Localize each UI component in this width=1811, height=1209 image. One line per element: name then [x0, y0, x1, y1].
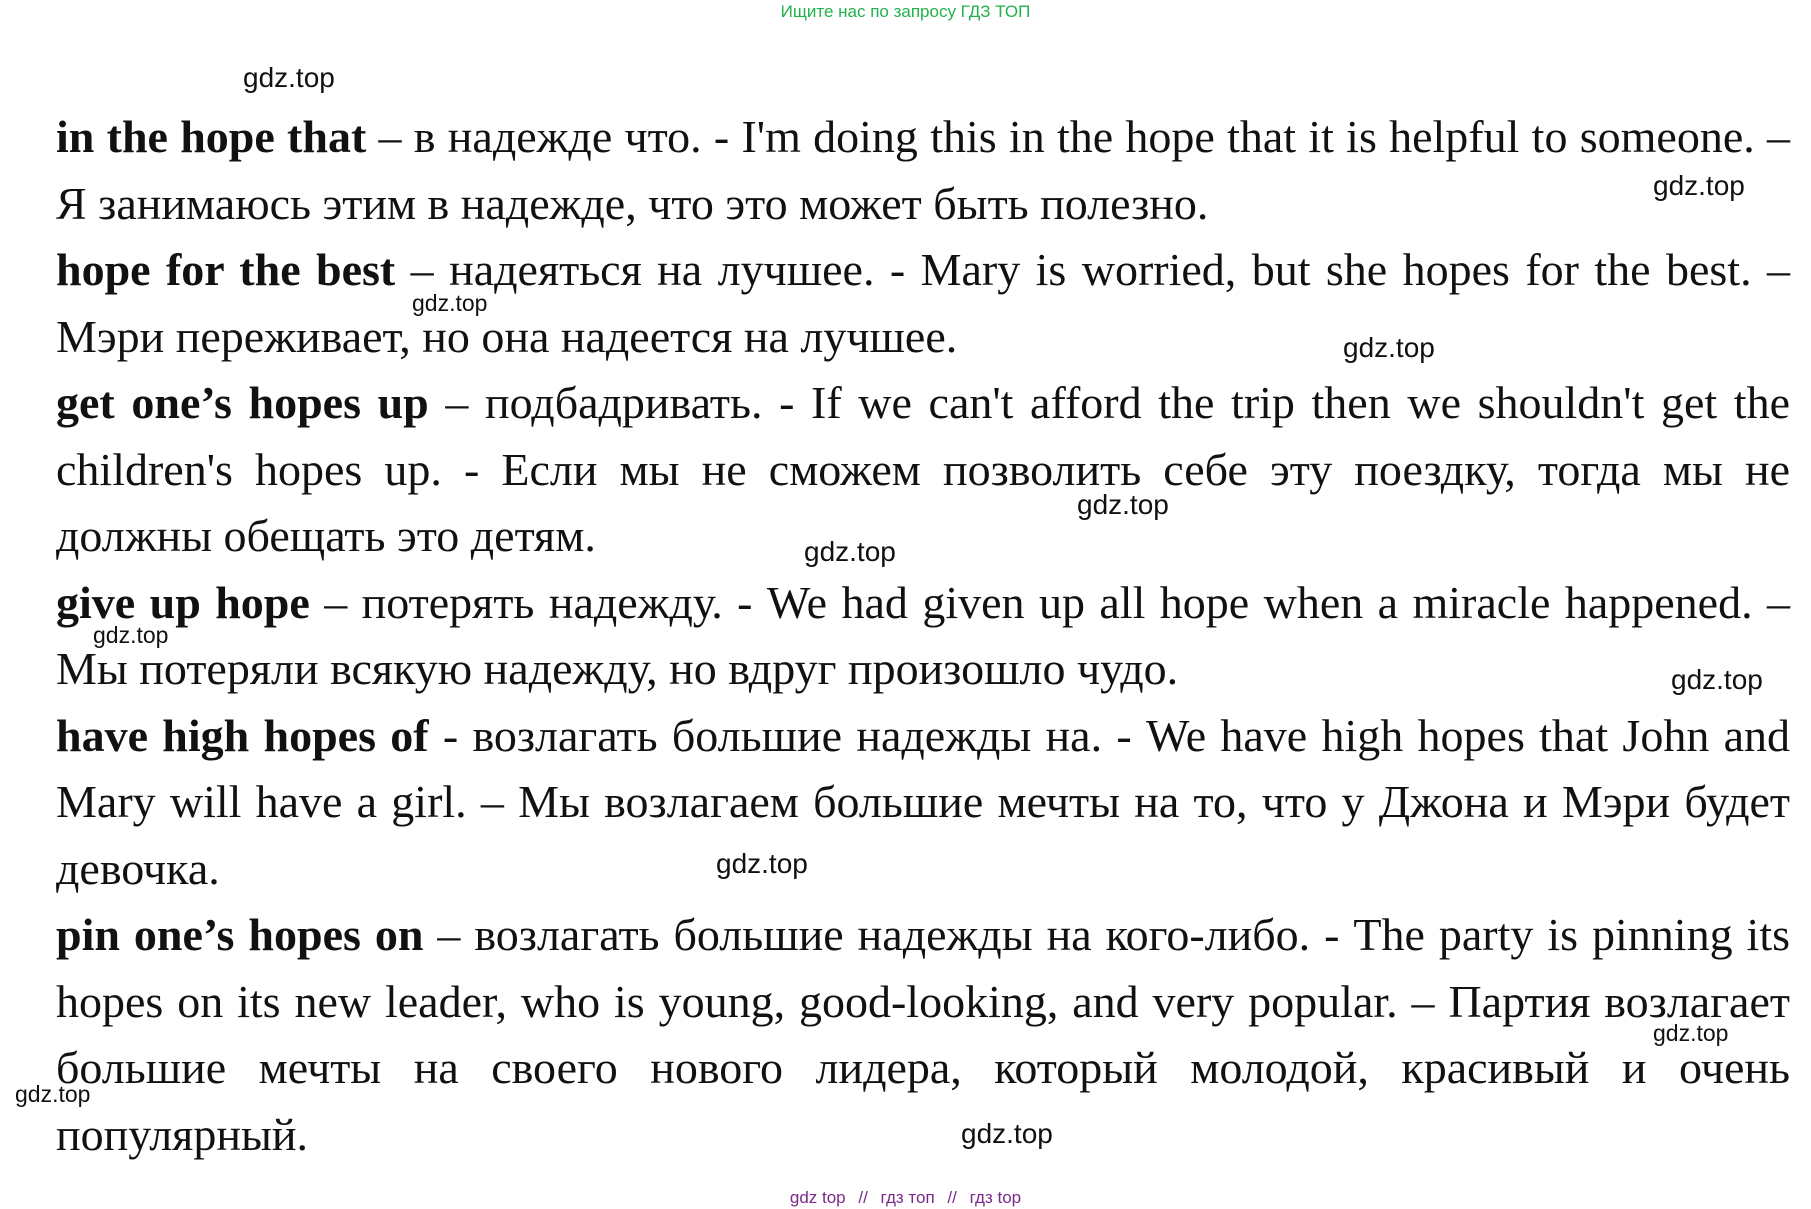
entry-term: give up hope — [56, 576, 310, 628]
watermark: gdz.top — [1653, 170, 1745, 201]
watermark: gdz.top — [15, 1081, 91, 1107]
banner-text: Ищите нас по запросу ГДЗ ТОП — [780, 2, 1031, 21]
footer-link-gdz-top-ru[interactable]: гдз топ — [880, 1188, 935, 1207]
watermark: gdz.top — [1343, 332, 1435, 363]
watermark: gdz.top — [1077, 489, 1169, 520]
footer-link-gdz-top-mixed[interactable]: гдз top — [969, 1188, 1022, 1207]
watermark: gdz.top — [1653, 1020, 1729, 1046]
watermark: gdz.top — [1500, 1170, 1504, 1171]
watermark: gdz.top — [804, 536, 896, 567]
entry-have-high-hopes-of — [56, 703, 1790, 903]
entry-text: – потерять надежду. - We had given up all hope when a miracle happened. – Мы потеряли всякую надежду, но вдруг произошло чудо. — [56, 576, 1790, 694]
entry-text: – в надежде что. - I'm doing this in the hope that it is helpful to someone. – Я занимаюсь этим в надежде, что это может быть полезно. — [56, 111, 1790, 229]
entry-hope-for-the-best — [56, 237, 1790, 370]
entry-pin-ones-hopes-on — [56, 902, 1790, 1168]
watermark: gdz.top — [961, 1118, 1053, 1149]
watermark: gdz.top — [1671, 664, 1763, 695]
entry-text: – возлагать большие надежды на кого-либо. - The party is pinning its hopes on its new leader, who is young, good-looking, and very popular. – Партия возлагает большие мечты на своего нового лидера, который молодой, красивый и очень популярный. — [56, 909, 1791, 1160]
entry-term: in the hope that — [56, 111, 367, 162]
entry-give-up-hope — [56, 570, 1790, 703]
entry-get-ones-hopes-up — [56, 370, 1790, 570]
entry-text: - возлагать большие надежды на. - We have high hopes that John and Mary will have a girl. – Мы возлагаем большие мечты на то, что у Джона и Мэри будет девочка. — [56, 709, 1791, 894]
footer-links — [0, 1188, 1811, 1208]
watermark: gdz.top — [93, 622, 169, 648]
entry-term: hope for the best — [56, 244, 396, 295]
entry-text: – подбадривать. - If we can't afford the trip then we shouldn't get the children's hopes up. - Если мы не сможем позволить себе эту поездку, тогда мы не должны обещать это детям. — [56, 377, 1790, 561]
entry-in-the-hope-that — [56, 104, 1790, 237]
footer-separator: // — [858, 1188, 868, 1207]
watermark: gdz.top — [243, 62, 335, 93]
entry-term: pin one’s hopes on — [56, 909, 424, 960]
watermark: gdz.top — [412, 290, 488, 316]
watermark: gdz.top — [716, 848, 808, 879]
entry-term: get one’s hopes up — [56, 377, 429, 428]
footer-separator: // — [947, 1188, 957, 1207]
footer-link-gdz-top[interactable]: gdz top — [789, 1188, 846, 1207]
top-banner — [0, 2, 1811, 22]
idiom-list — [56, 104, 1790, 1168]
entry-text: – надеяться на лучшее. - Mary is worried, but she hopes for the best. – Мэри переживает, но она надеется на лучшее. — [56, 244, 1791, 362]
entry-term: have high hopes of — [56, 709, 429, 761]
